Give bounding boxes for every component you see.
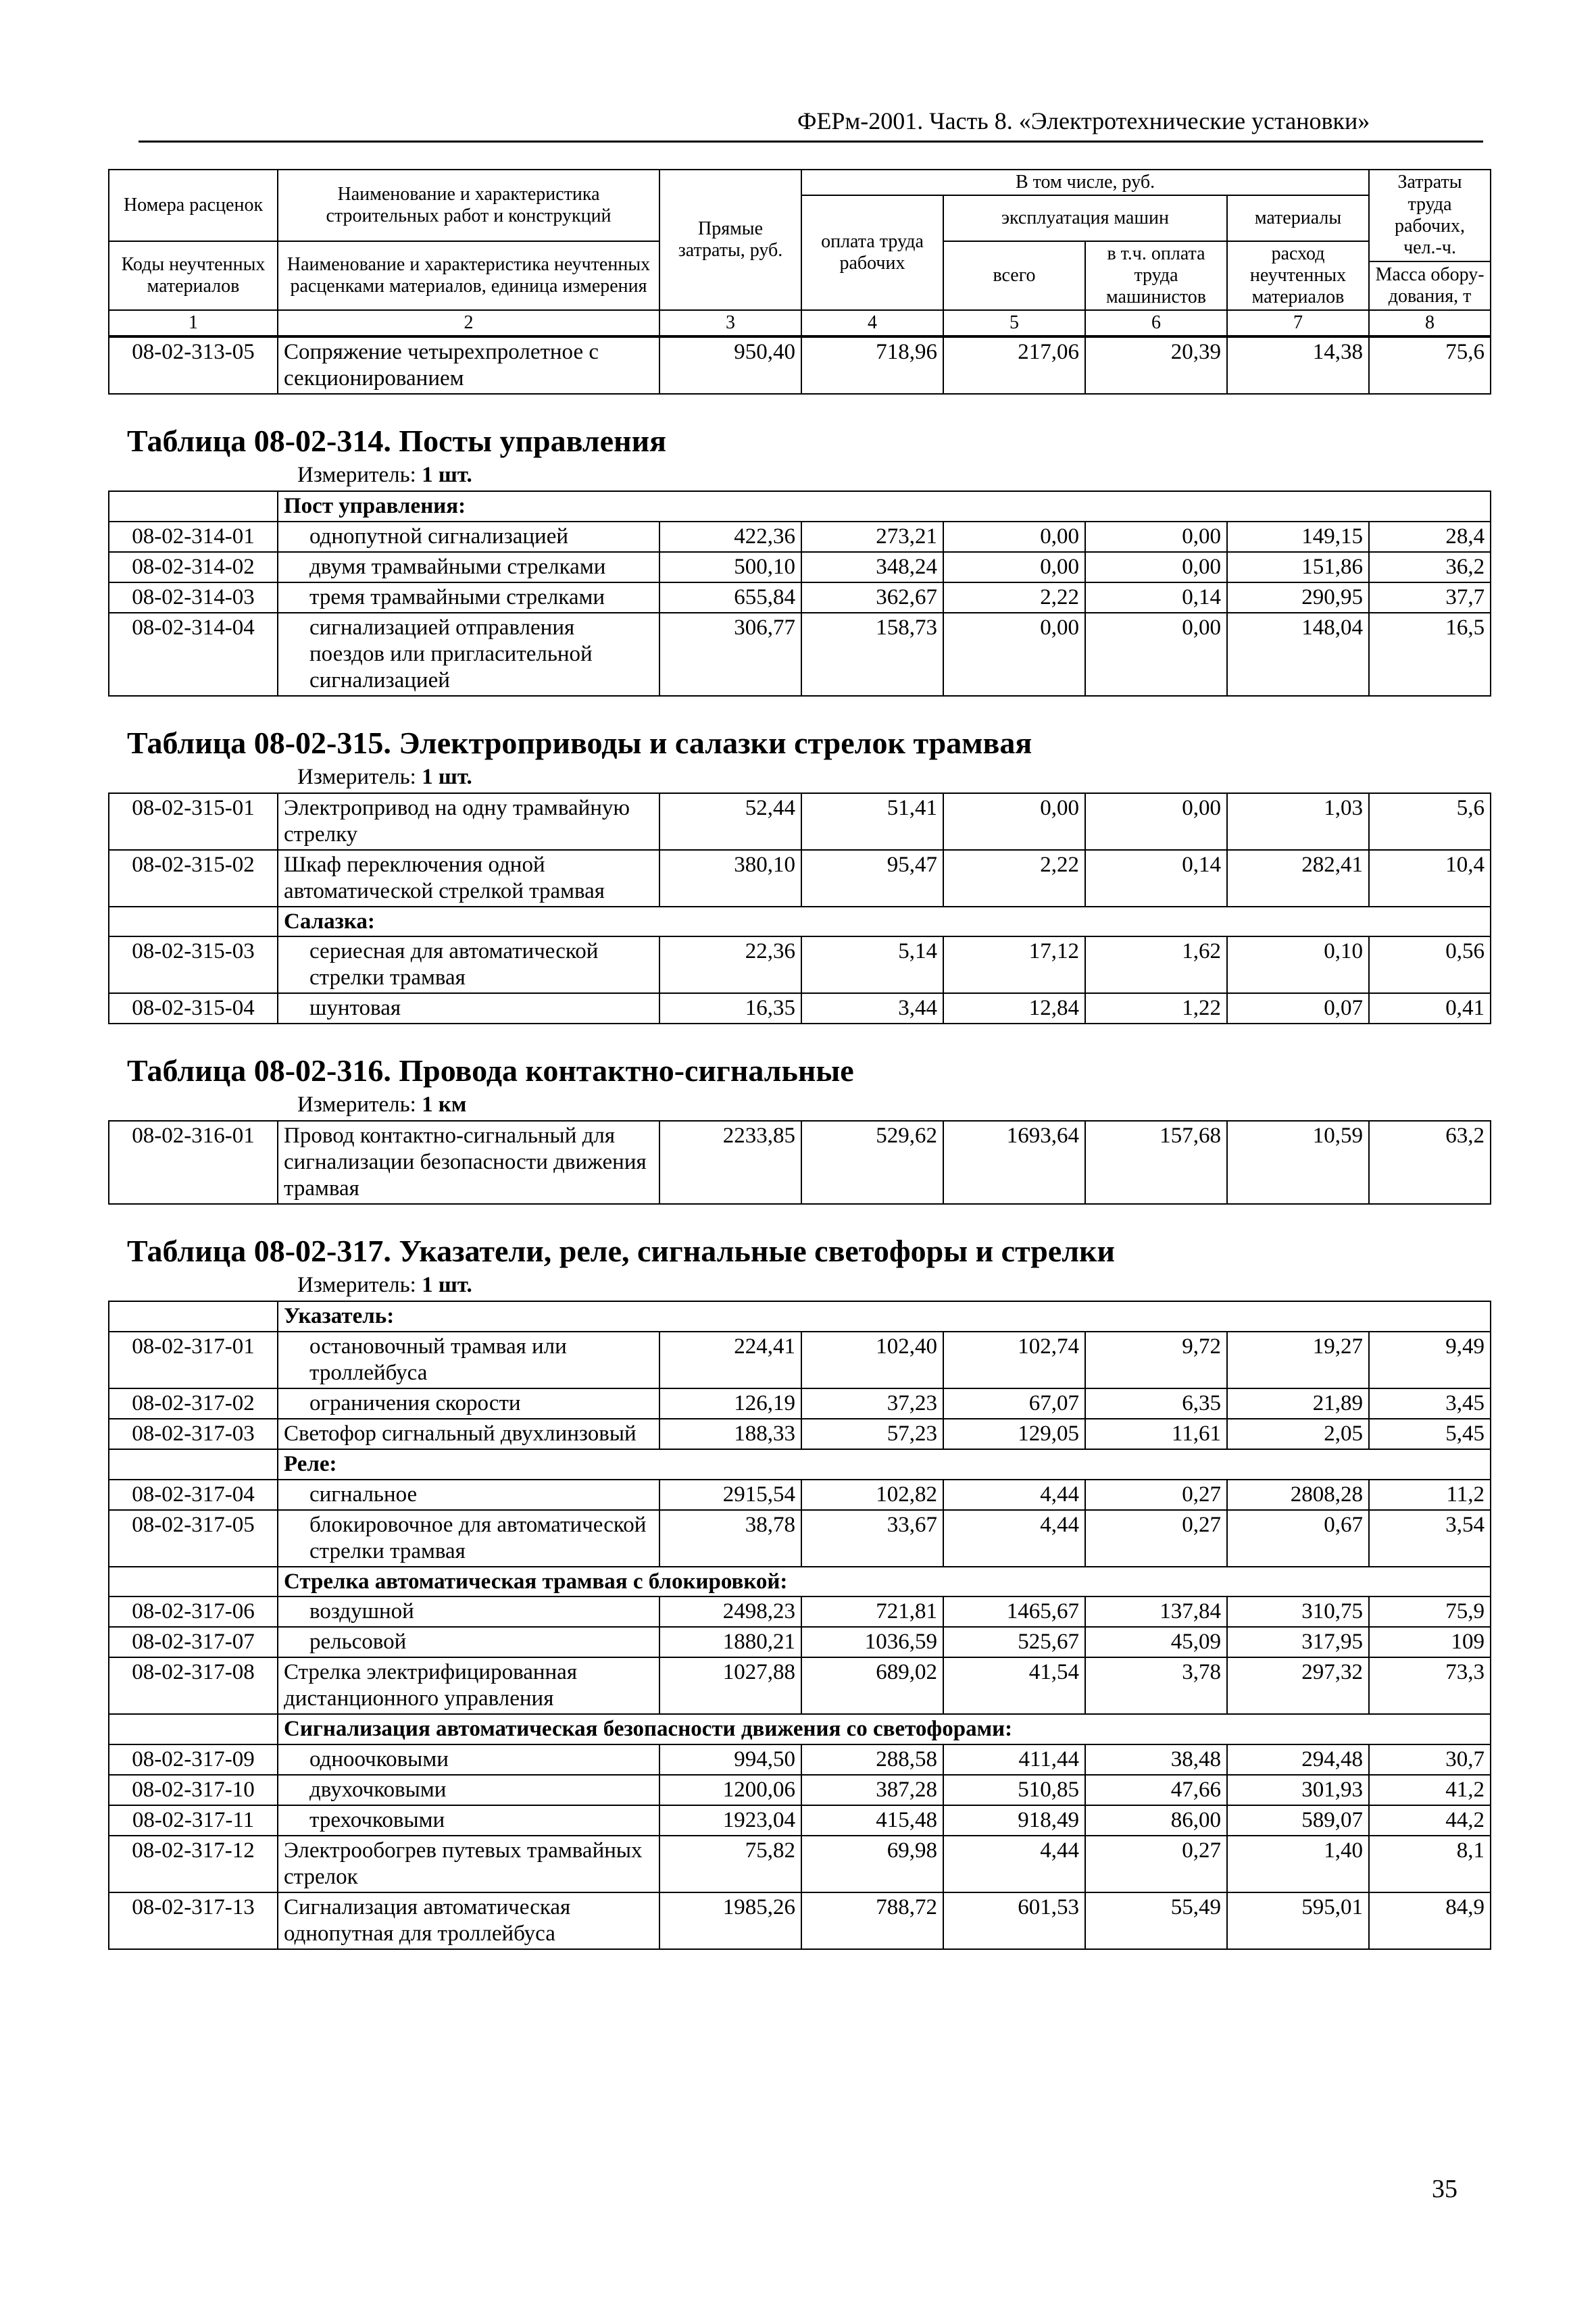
table-row xyxy=(109,582,1491,613)
measure-label: Измеритель: xyxy=(297,764,416,789)
rate-value: 67,07 xyxy=(943,1388,1085,1419)
rate-value: 3,54 xyxy=(1369,1510,1491,1567)
rate-value: 84,9 xyxy=(1369,1892,1491,1949)
rate-name: Электрообогрев путевых трамвайных стрелок xyxy=(278,1836,659,1892)
document-body xyxy=(108,169,1490,1950)
rate-value: 157,68 xyxy=(1085,1121,1227,1204)
measure-label: Измеритель: xyxy=(297,1092,416,1117)
header-material-codes: Коды неучтенных материалов xyxy=(109,241,278,311)
table-title: Таблица 08-02-315. Электроприводы и салазки стрелок трамвая xyxy=(127,725,1032,760)
rate-value: 994,50 xyxy=(659,1744,801,1775)
subsection-row xyxy=(109,491,1491,522)
rate-value: 2,05 xyxy=(1227,1419,1369,1449)
rate-value: 1,22 xyxy=(1085,993,1227,1024)
column-number: 1 xyxy=(109,310,278,336)
rate-value: 1200,06 xyxy=(659,1775,801,1805)
rate-value: 95,47 xyxy=(801,850,943,907)
rate-value: 0,00 xyxy=(1085,793,1227,850)
rate-code: 08-02-317-06 xyxy=(109,1596,278,1627)
rate-code: 08-02-315-01 xyxy=(109,793,278,850)
rate-value: 36,2 xyxy=(1369,552,1491,582)
rate-value: 310,75 xyxy=(1227,1596,1369,1627)
subsection-row xyxy=(109,1714,1491,1744)
rate-value: 3,45 xyxy=(1369,1388,1491,1419)
rate-name: трехочковыми xyxy=(278,1805,659,1836)
rate-value: 1,40 xyxy=(1227,1836,1369,1892)
header-equipment-mass: Масса обору-дования, т xyxy=(1369,261,1491,311)
table-row xyxy=(109,552,1491,582)
rate-code: 08-02-317-12 xyxy=(109,1836,278,1892)
subsection-row xyxy=(109,1449,1491,1480)
rate-name: Сигнализация автоматическая однопутная для троллейбуса xyxy=(278,1892,659,1949)
table-row xyxy=(109,1805,1491,1836)
rate-value: 0,41 xyxy=(1369,993,1491,1024)
table-title: Таблица 08-02-317. Указатели, реле, сигнальные светофоры и стрелки xyxy=(127,1234,1116,1269)
rate-value: 595,01 xyxy=(1227,1892,1369,1949)
rate-value: 102,74 xyxy=(943,1332,1085,1388)
rate-name: сигнализацией отправления поездов или пригласительной сигнализацией xyxy=(278,613,659,696)
rate-value: 45,09 xyxy=(1085,1627,1227,1657)
rate-value: 950,40 xyxy=(659,337,801,394)
rate-value: 102,40 xyxy=(801,1332,943,1388)
table-row xyxy=(109,613,1491,696)
rate-code: 08-02-314-01 xyxy=(109,522,278,552)
rate-value: 380,10 xyxy=(659,850,801,907)
table-row xyxy=(109,793,1491,850)
table-row xyxy=(109,1892,1491,1949)
table-row xyxy=(109,1596,1491,1627)
rate-value: 57,23 xyxy=(801,1419,943,1449)
measure-label: Измеритель: xyxy=(297,1273,416,1298)
rate-name: двумя трамвайными стрелками xyxy=(278,552,659,582)
rate-value: 0,67 xyxy=(1227,1510,1369,1567)
rate-value: 0,00 xyxy=(943,613,1085,696)
table-row xyxy=(109,337,1491,394)
table-row xyxy=(109,1419,1491,1449)
rate-value: 4,44 xyxy=(943,1510,1085,1567)
table-row xyxy=(109,1510,1491,1567)
rate-value: 0,10 xyxy=(1227,936,1369,993)
rate-name: ограничения скорости xyxy=(278,1388,659,1419)
rate-value: 3,44 xyxy=(801,993,943,1024)
rate-value: 17,12 xyxy=(943,936,1085,993)
rate-value: 75,6 xyxy=(1369,337,1491,394)
rate-value: 38,78 xyxy=(659,1510,801,1567)
rate-value: 1985,26 xyxy=(659,1892,801,1949)
rate-value: 0,56 xyxy=(1369,936,1491,993)
header-worker-pay: оплата труда рабочих xyxy=(801,195,943,310)
rate-value: 14,38 xyxy=(1227,337,1369,394)
rate-value: 0,00 xyxy=(943,793,1085,850)
rate-code: 08-02-314-02 xyxy=(109,552,278,582)
rate-value: 69,98 xyxy=(801,1836,943,1892)
rate-value: 55,49 xyxy=(1085,1892,1227,1949)
rate-name: Светофор сигнальный двухлинзовый xyxy=(278,1419,659,1449)
rate-value: 5,45 xyxy=(1369,1419,1491,1449)
rate-value: 0,00 xyxy=(1085,552,1227,582)
rate-value: 0,07 xyxy=(1227,993,1369,1024)
rate-value: 500,10 xyxy=(659,552,801,582)
rate-value: 1,03 xyxy=(1227,793,1369,850)
rate-code: 08-02-317-03 xyxy=(109,1419,278,1449)
rate-value: 2,22 xyxy=(943,582,1085,613)
header-machines-total: всего xyxy=(943,241,1085,311)
rate-value: 37,23 xyxy=(801,1388,943,1419)
column-number: 7 xyxy=(1227,310,1369,336)
subsection-label: Реле: xyxy=(278,1449,1491,1480)
table-row xyxy=(109,1836,1491,1892)
rate-code: 08-02-315-03 xyxy=(109,936,278,993)
rate-value: 294,48 xyxy=(1227,1744,1369,1775)
rate-value: 4,44 xyxy=(943,1836,1085,1892)
rate-value: 0,14 xyxy=(1085,850,1227,907)
subsection-label: Указатель: xyxy=(278,1301,1491,1332)
rate-code: 08-02-315-04 xyxy=(109,993,278,1024)
rate-code: 08-02-317-10 xyxy=(109,1775,278,1805)
rate-value: 0,27 xyxy=(1085,1480,1227,1510)
rate-value: 102,82 xyxy=(801,1480,943,1510)
rate-value: 1036,59 xyxy=(801,1627,943,1657)
measure-unit xyxy=(297,463,1490,488)
rate-code: 08-02-317-08 xyxy=(109,1657,278,1714)
rate-value: 129,05 xyxy=(943,1419,1085,1449)
rate-value: 158,73 xyxy=(801,613,943,696)
rate-value: 16,35 xyxy=(659,993,801,1024)
table-title: Таблица 08-02-316. Провода контактно-сигнальные xyxy=(127,1053,854,1088)
rate-value: 86,00 xyxy=(1085,1805,1227,1836)
header-work-name: Наименование и характеристика строительных работ и конструкций xyxy=(278,170,659,241)
rate-name: воздушной xyxy=(278,1596,659,1627)
rate-value: 306,77 xyxy=(659,613,801,696)
rate-value: 4,44 xyxy=(943,1480,1085,1510)
measure-label: Измеритель: xyxy=(297,463,416,488)
rate-code: 08-02-313-05 xyxy=(109,337,278,394)
rate-value: 655,84 xyxy=(659,582,801,613)
rate-value: 38,48 xyxy=(1085,1744,1227,1775)
rate-name: Сопряжение четырехпролетное с секционированием xyxy=(278,337,659,394)
rate-value: 10,59 xyxy=(1227,1121,1369,1204)
rate-value: 137,84 xyxy=(1085,1596,1227,1627)
rate-value: 601,53 xyxy=(943,1892,1085,1949)
table-row xyxy=(109,1121,1491,1204)
column-number: 3 xyxy=(659,310,801,336)
table-header xyxy=(108,169,1491,336)
rate-value: 188,33 xyxy=(659,1419,801,1449)
rate-value: 33,67 xyxy=(801,1510,943,1567)
rate-value: 109 xyxy=(1369,1627,1491,1657)
rate-name: одноочковыми xyxy=(278,1744,659,1775)
column-number: 2 xyxy=(278,310,659,336)
rate-name: рельсовой xyxy=(278,1627,659,1657)
header-rule xyxy=(139,141,1483,143)
subsection-label: Сигнализация автоматическая безопасности движения со светофорами: xyxy=(278,1714,1491,1744)
rate-value: 290,95 xyxy=(1227,582,1369,613)
rate-code: 08-02-317-02 xyxy=(109,1388,278,1419)
rate-value: 52,44 xyxy=(659,793,801,850)
rate-value: 11,61 xyxy=(1085,1419,1227,1449)
column-number: 8 xyxy=(1369,310,1491,336)
rate-value: 3,78 xyxy=(1085,1657,1227,1714)
rate-value: 73,3 xyxy=(1369,1657,1491,1714)
subsection-row xyxy=(109,1301,1491,1332)
table-row xyxy=(109,522,1491,552)
rate-value: 2233,85 xyxy=(659,1121,801,1204)
rate-value: 2,22 xyxy=(943,850,1085,907)
measure-value: 1 шт. xyxy=(422,764,472,789)
header-material-usage: расход неучтенных материалов xyxy=(1227,241,1369,311)
rate-value: 5,6 xyxy=(1369,793,1491,850)
rate-value: 217,06 xyxy=(943,337,1085,394)
rate-name: остановочный трамвая или троллейбуса xyxy=(278,1332,659,1388)
rate-value: 9,49 xyxy=(1369,1332,1491,1388)
rate-name: Электропривод на одну трамвайную стрелку xyxy=(278,793,659,850)
table-row xyxy=(109,850,1491,907)
measure-unit xyxy=(297,1273,1490,1298)
rate-code: 08-02-317-09 xyxy=(109,1744,278,1775)
rate-value: 30,7 xyxy=(1369,1744,1491,1775)
rate-value: 387,28 xyxy=(801,1775,943,1805)
rate-value: 12,84 xyxy=(943,993,1085,1024)
rate-value: 788,72 xyxy=(801,1892,943,1949)
rate-value: 297,32 xyxy=(1227,1657,1369,1714)
rate-value: 0,27 xyxy=(1085,1510,1227,1567)
rate-name: шунтовая xyxy=(278,993,659,1024)
rate-value: 1465,67 xyxy=(943,1596,1085,1627)
rate-value: 2915,54 xyxy=(659,1480,801,1510)
rate-value: 21,89 xyxy=(1227,1388,1369,1419)
rate-value: 41,54 xyxy=(943,1657,1085,1714)
rate-value: 1027,88 xyxy=(659,1657,801,1714)
rate-value: 0,00 xyxy=(1085,522,1227,552)
header-direct-costs: Прямые затраты, руб. xyxy=(659,170,801,310)
measure-unit xyxy=(297,1092,1490,1117)
rate-value: 301,93 xyxy=(1227,1775,1369,1805)
column-number: 4 xyxy=(801,310,943,336)
rate-value: 415,48 xyxy=(801,1805,943,1836)
rate-value: 288,58 xyxy=(801,1744,943,1775)
rate-value: 6,35 xyxy=(1085,1388,1227,1419)
rate-value: 47,66 xyxy=(1085,1775,1227,1805)
rate-value: 148,04 xyxy=(1227,613,1369,696)
rate-code: 08-02-314-03 xyxy=(109,582,278,613)
rate-value: 718,96 xyxy=(801,337,943,394)
rate-value: 0,00 xyxy=(943,552,1085,582)
rate-code: 08-02-317-11 xyxy=(109,1805,278,1836)
measure-value: 1 км xyxy=(422,1092,467,1117)
rate-name: тремя трамвайными стрелками xyxy=(278,582,659,613)
rate-value: 28,4 xyxy=(1369,522,1491,552)
header-material-names: Наименование и характеристика неучтенных расценками материалов, единица измерения xyxy=(278,241,659,311)
rate-value: 5,14 xyxy=(801,936,943,993)
table-row xyxy=(109,936,1491,993)
header-including: В том числе, руб. xyxy=(801,170,1369,195)
rate-value: 51,41 xyxy=(801,793,943,850)
rate-value: 41,2 xyxy=(1369,1775,1491,1805)
rate-value: 510,85 xyxy=(943,1775,1085,1805)
rate-value: 20,39 xyxy=(1085,337,1227,394)
subsection-label: Салазка: xyxy=(278,907,1491,937)
rate-value: 126,19 xyxy=(659,1388,801,1419)
rate-value: 422,36 xyxy=(659,522,801,552)
rate-value: 1693,64 xyxy=(943,1121,1085,1204)
rate-value: 525,67 xyxy=(943,1627,1085,1657)
table-title: Таблица 08-02-314. Посты управления xyxy=(127,424,666,459)
rate-value: 10,4 xyxy=(1369,850,1491,907)
table-row xyxy=(109,1744,1491,1775)
rate-name: Провод контактно-сигнальный для сигнализации безопасности движения трамвая xyxy=(278,1121,659,1204)
rate-value: 151,86 xyxy=(1227,552,1369,582)
rate-name: Стрелка электрифицированная дистанционного управления xyxy=(278,1657,659,1714)
rate-name: сериесная для автоматической стрелки трамвая xyxy=(278,936,659,993)
rate-value: 44,2 xyxy=(1369,1805,1491,1836)
rate-value: 37,7 xyxy=(1369,582,1491,613)
rate-name: однопутной сигнализацией xyxy=(278,522,659,552)
rate-value: 11,2 xyxy=(1369,1480,1491,1510)
rate-value: 63,2 xyxy=(1369,1121,1491,1204)
column-number: 5 xyxy=(943,310,1085,336)
rate-value: 19,27 xyxy=(1227,1332,1369,1388)
header-labor-costs: Затраты труда рабочих, чел.-ч. xyxy=(1369,170,1491,261)
subsection-row xyxy=(109,907,1491,937)
rate-value: 721,81 xyxy=(801,1596,943,1627)
table-row xyxy=(109,1480,1491,1510)
rate-value: 1880,21 xyxy=(659,1627,801,1657)
header-operator-pay: в т.ч. оплата труда машинистов xyxy=(1085,241,1227,311)
rate-code: 08-02-314-04 xyxy=(109,613,278,696)
rate-code: 08-02-317-01 xyxy=(109,1332,278,1388)
rate-name: двухочковыми xyxy=(278,1775,659,1805)
rate-value: 0,14 xyxy=(1085,582,1227,613)
rate-value: 918,49 xyxy=(943,1805,1085,1836)
rate-code: 08-02-317-04 xyxy=(109,1480,278,1510)
table-row xyxy=(109,1332,1491,1388)
rate-value: 0,00 xyxy=(1085,613,1227,696)
rate-value: 2808,28 xyxy=(1227,1480,1369,1510)
header-machines: эксплуатация машин xyxy=(943,195,1227,241)
rate-value: 689,02 xyxy=(801,1657,943,1714)
table-row xyxy=(109,1627,1491,1657)
rate-value: 348,24 xyxy=(801,552,943,582)
running-header: ФЕРм-2001. Часть 8. «Электротехнические установки» xyxy=(797,107,1370,134)
subsection-row xyxy=(109,1567,1491,1597)
measure-unit xyxy=(297,765,1490,790)
rate-code: 08-02-317-13 xyxy=(109,1892,278,1949)
rate-value: 22,36 xyxy=(659,936,801,993)
table-row xyxy=(109,1775,1491,1805)
rate-value: 411,44 xyxy=(943,1744,1085,1775)
rate-code: 08-02-317-05 xyxy=(109,1510,278,1567)
rate-value: 273,21 xyxy=(801,522,943,552)
rate-value: 8,1 xyxy=(1369,1836,1491,1892)
rate-value: 149,15 xyxy=(1227,522,1369,552)
subsection-label: Пост управления: xyxy=(278,491,1491,522)
header-materials: материалы xyxy=(1227,195,1369,241)
rate-name: сигнальное xyxy=(278,1480,659,1510)
table-row xyxy=(109,1657,1491,1714)
rate-name: Шкаф переключения одной автоматической стрелкой трамвая xyxy=(278,850,659,907)
table-row xyxy=(109,1388,1491,1419)
rate-name: блокировочное для автоматической стрелки трамвая xyxy=(278,1510,659,1567)
measure-value: 1 шт. xyxy=(422,463,472,488)
rate-value: 9,72 xyxy=(1085,1332,1227,1388)
rate-value: 317,95 xyxy=(1227,1627,1369,1657)
measure-value: 1 шт. xyxy=(422,1273,472,1298)
header-rate-numbers: Номера расценок xyxy=(109,170,278,241)
rate-value: 1923,04 xyxy=(659,1805,801,1836)
rate-value: 2498,23 xyxy=(659,1596,801,1627)
column-number: 6 xyxy=(1085,310,1227,336)
rate-value: 224,41 xyxy=(659,1332,801,1388)
rate-value: 0,27 xyxy=(1085,1836,1227,1892)
page-number: 35 xyxy=(1432,2175,1457,2203)
rate-value: 75,82 xyxy=(659,1836,801,1892)
rate-code: 08-02-317-07 xyxy=(109,1627,278,1657)
rate-code: 08-02-315-02 xyxy=(109,850,278,907)
rate-value: 0,00 xyxy=(943,522,1085,552)
rate-value: 362,67 xyxy=(801,582,943,613)
rate-value: 75,9 xyxy=(1369,1596,1491,1627)
rate-value: 1,62 xyxy=(1085,936,1227,993)
table-row xyxy=(109,993,1491,1024)
rate-value: 282,41 xyxy=(1227,850,1369,907)
rate-value: 16,5 xyxy=(1369,613,1491,696)
rate-value: 589,07 xyxy=(1227,1805,1369,1836)
rate-code: 08-02-316-01 xyxy=(109,1121,278,1204)
subsection-label: Стрелка автоматическая трамвая с блокировкой: xyxy=(278,1567,1491,1597)
rate-value: 529,62 xyxy=(801,1121,943,1204)
